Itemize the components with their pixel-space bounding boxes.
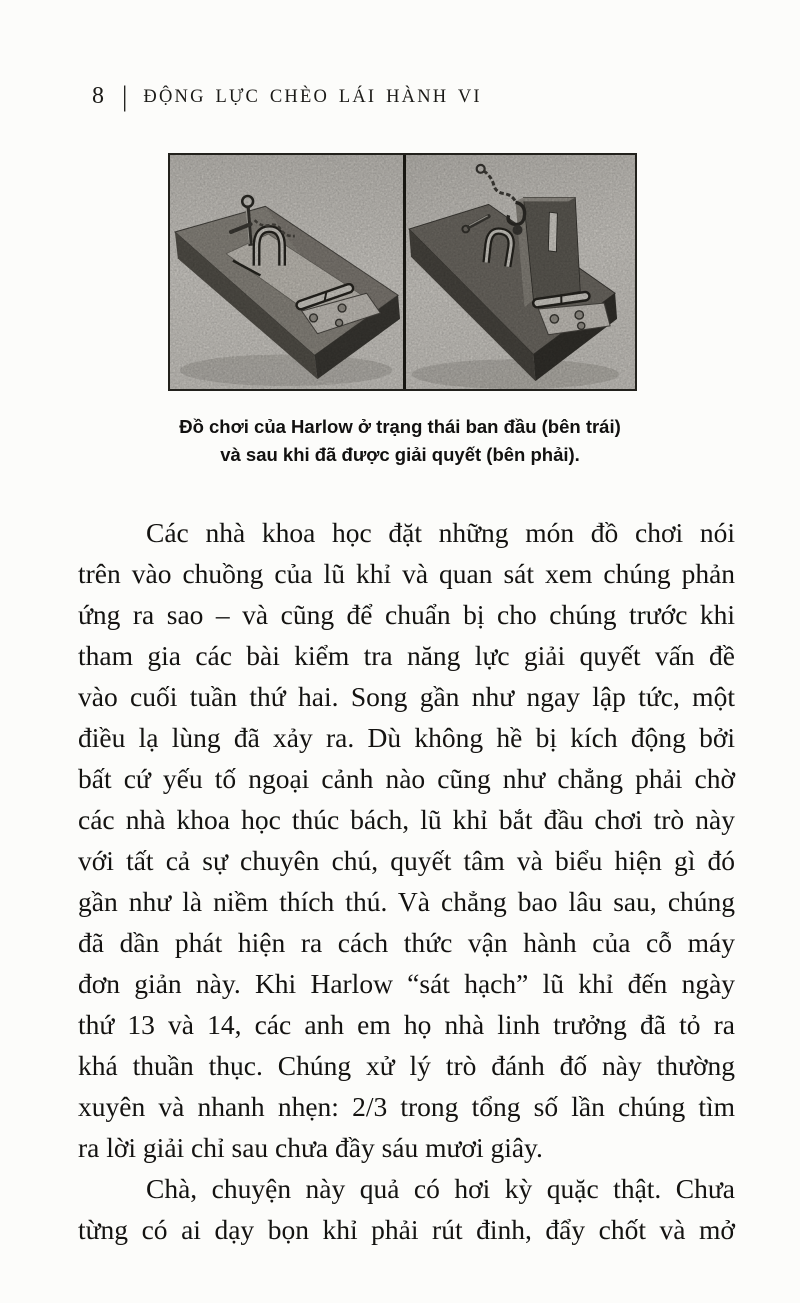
body-line: xuyên và nhanh nhẹn: 2/3 trong tổng số lần chúng tìm [78, 1091, 736, 1122]
body-line: đã dần phát hiện ra cách thức vận hành của cỗ máy [78, 927, 735, 958]
body-line: Chà, chuyện này quả có hơi kỳ quặc thật. Chưa [146, 1173, 735, 1204]
header-separator: | [122, 80, 128, 112]
body-line: Các nhà khoa học đặt những món đồ chơi nói [146, 517, 735, 548]
body-line: vào cuối tuần thứ hai. Song gần như ngay lập tức, một [78, 681, 735, 712]
caption-line-2: và sau khi đã được giải quyết (bên phải). [220, 444, 580, 465]
body-line: từng có ai dạy bọn khỉ phải rút đinh, đẩy chốt và mở [78, 1214, 735, 1245]
body-line: với tất cả sự chuyên chú, quyết tâm và biểu hiện gì đó [78, 845, 736, 876]
figure-caption [0, 413, 800, 469]
harlow-puzzle-figure [168, 153, 637, 391]
running-title: ĐỘNG LỰC CHÈO LÁI HÀNH VI [143, 86, 482, 107]
body-line: bất cứ yếu tố ngoại cảnh nào cũng như chẳng phải chờ [78, 763, 736, 794]
body-text [78, 512, 735, 1250]
harlow-toy-initial-illustration [170, 155, 403, 389]
body-line: trên vào chuồng của lũ khỉ và quan sát xem chúng phản [78, 558, 736, 589]
body-line: đơn giản này. Khi Harlow “sát hạch” lũ khỉ đến ngày [78, 968, 736, 999]
body-line: ứng ra sao – và cũng để chuẩn bị cho chúng trước khi [78, 599, 736, 630]
body-line: thứ 13 và 14, các anh em họ nhà linh trưởng đã tỏ ra [78, 1009, 735, 1040]
body-line: tham gia các bài kiểm tra năng lực giải quyết vấn đề [78, 640, 736, 671]
body-line: các nhà khoa học thúc bách, lũ khỉ bắt đầu chơi trò này [78, 804, 735, 835]
page-number: 8 [92, 83, 104, 109]
body-line: khá thuần thục. Chúng xử lý trò đánh đố này thường [78, 1050, 736, 1081]
caption-line-1: Đồ chơi của Harlow ở trạng thái ban đầu (bên trái) [179, 416, 621, 437]
puzzle-photo-initial-state [170, 155, 403, 389]
puzzle-photo-solved-state [406, 155, 635, 389]
harlow-toy-solved-illustration [406, 155, 635, 389]
running-header [92, 82, 482, 110]
body-line: gần như là niềm thích thú. Và chẳng bao lâu sau, chúng [78, 886, 736, 917]
body-line: ra lời giải chỉ sau chưa đầy sáu mươi giây. [78, 1132, 543, 1163]
body-line: điều lạ lùng đã xảy ra. Dù không hề bị kích động bởi [78, 722, 736, 753]
